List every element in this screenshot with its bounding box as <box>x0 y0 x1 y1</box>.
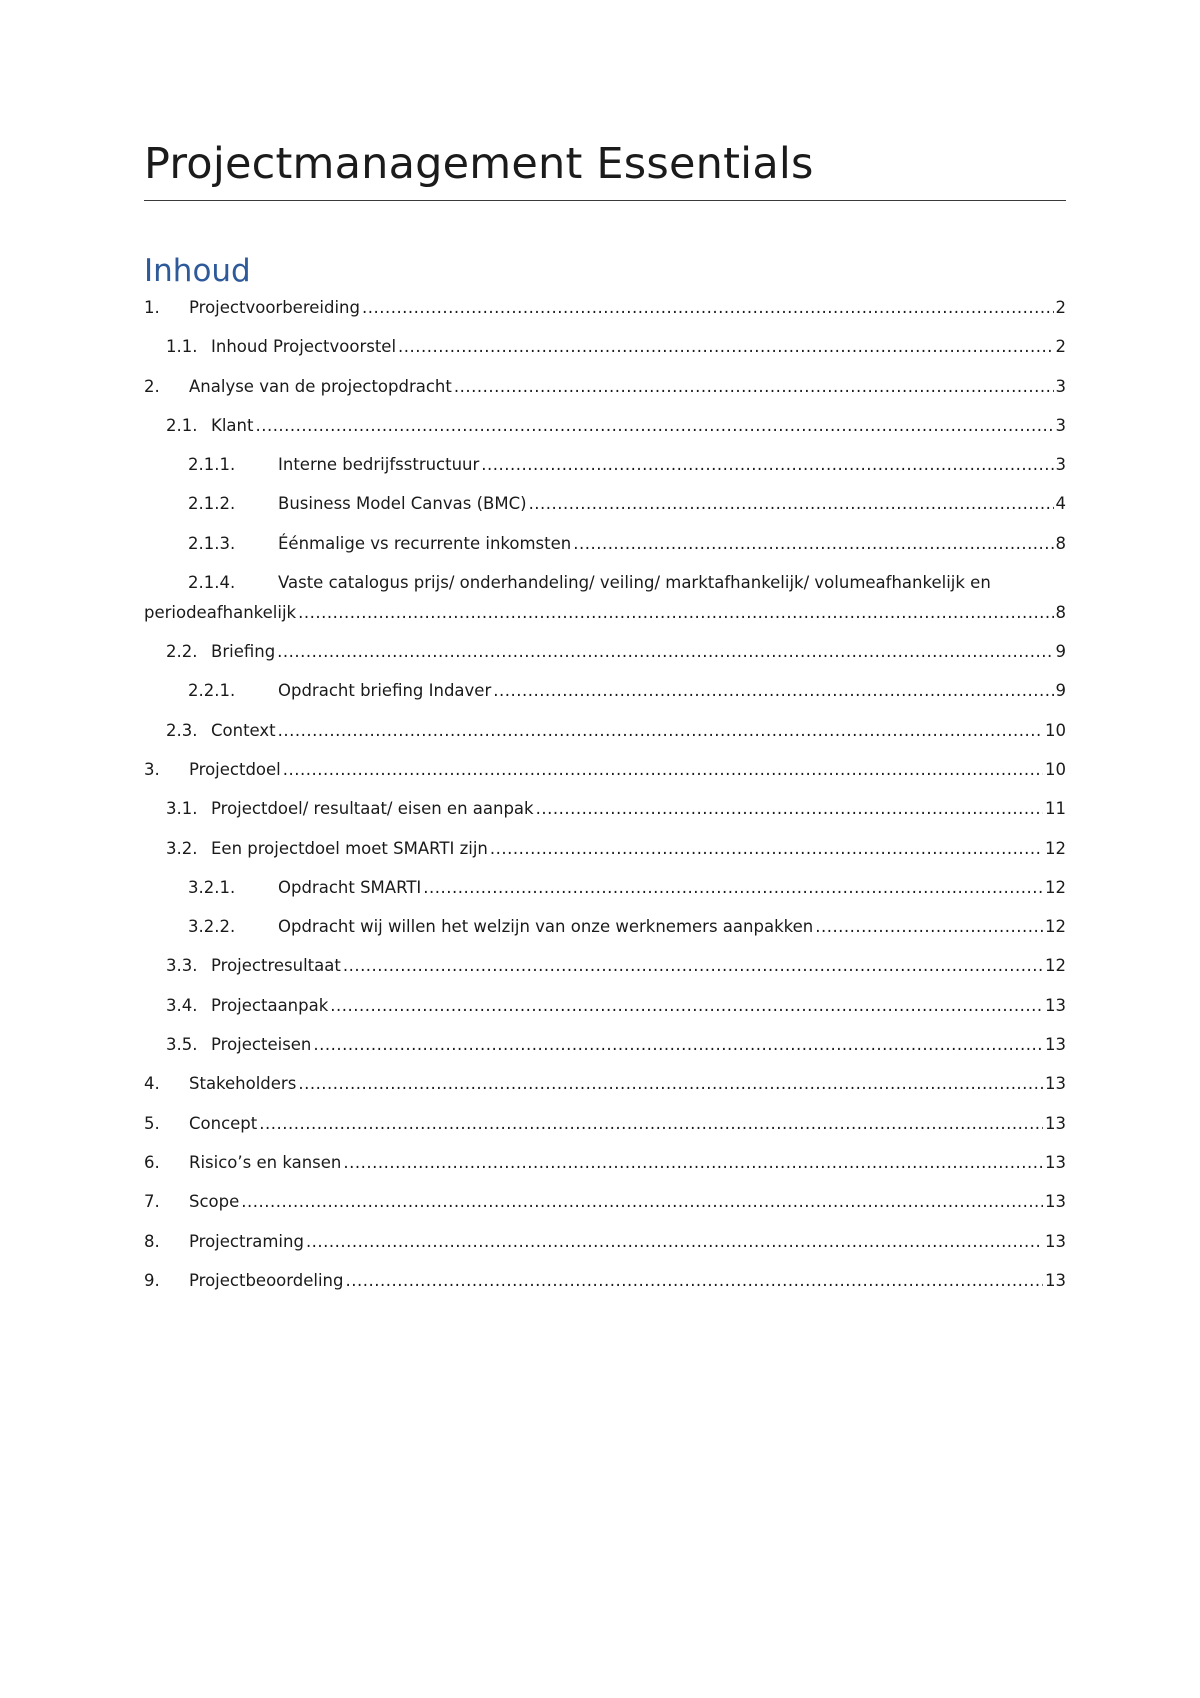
toc-entry-title: Een projectdoel moet SMARTI zijn <box>211 838 488 858</box>
toc-entry-number: 2.1. <box>166 415 198 435</box>
toc-entry-page: 13 <box>1045 1035 1066 1055</box>
toc-entry[interactable] <box>144 1152 1066 1191</box>
toc-entry[interactable] <box>144 454 1066 493</box>
toc-entry[interactable] <box>144 376 1066 415</box>
toc-entry-title: Klant <box>211 415 254 435</box>
toc-entry-page: 9 <box>1055 681 1066 701</box>
toc-entry-page: 3 <box>1055 415 1066 435</box>
toc-entry-number: 1. <box>144 298 160 317</box>
toc-entry-number: 4. <box>144 1074 160 1094</box>
toc-entry[interactable] <box>144 1034 1066 1073</box>
toc-entry-page: 13 <box>1045 1231 1066 1251</box>
toc-entry-page: 3 <box>1055 455 1066 475</box>
toc-entry-page: 13 <box>1045 1192 1066 1212</box>
toc-dot-leader <box>346 1270 1044 1292</box>
toc-dot-leader <box>298 602 1053 624</box>
toc-entry-page: 13 <box>1045 1270 1066 1290</box>
toc-entry[interactable] <box>144 572 1066 641</box>
toc-entry-number: 2.1.1. <box>188 455 236 475</box>
toc-entry-title: Projectdoel <box>189 759 281 779</box>
toc-entry-title: Interne bedrijfsstructuur <box>278 455 480 475</box>
toc-entry[interactable] <box>144 336 1066 375</box>
toc-entry-title: Projectaanpak <box>211 995 329 1015</box>
toc-entry-page: 3 <box>1055 376 1066 396</box>
toc-entry[interactable] <box>144 1191 1066 1230</box>
toc-dot-leader <box>493 680 1053 702</box>
toc-entry-page: 12 <box>1045 838 1066 858</box>
toc-entry-number: 8. <box>144 1231 160 1251</box>
toc-entry[interactable] <box>144 297 1066 336</box>
toc-entry-page: 2 <box>1055 337 1066 357</box>
toc-entry-number: 2.3. <box>166 720 198 740</box>
toc-entry-title: Éénmalige vs recurrente inkomsten <box>278 533 572 553</box>
toc-entry-page: 13 <box>1045 995 1066 1015</box>
toc-entry-number: 3.5. <box>166 1035 198 1055</box>
toc-dot-leader <box>241 1191 1043 1213</box>
toc-entry-title: Business Model Canvas (BMC) <box>278 494 527 514</box>
toc-entry[interactable] <box>144 641 1066 680</box>
toc-entry-number: 3.2.2. <box>188 917 236 937</box>
toc-entry-number: 1.1. <box>166 337 198 357</box>
toc-entry-title: Context <box>211 720 276 740</box>
toc-dot-leader <box>529 493 1054 515</box>
toc-entry[interactable] <box>144 1113 1066 1152</box>
toc-entry-number: 3.2. <box>166 838 198 858</box>
toc-entry[interactable] <box>144 916 1066 955</box>
toc-entry-number: 5. <box>144 1113 160 1133</box>
toc-entry-number: 3.3. <box>166 956 198 976</box>
toc-entry-page: 8 <box>1055 603 1066 623</box>
toc-entry-page: 2 <box>1055 298 1066 317</box>
toc-entry-number: 3.4. <box>166 995 198 1015</box>
toc-entry-page: 13 <box>1045 1074 1066 1094</box>
toc-dot-leader <box>306 1231 1043 1253</box>
toc-dot-leader <box>536 798 1043 820</box>
toc-entry[interactable] <box>144 759 1066 798</box>
toc-dot-leader <box>298 1073 1043 1095</box>
toc-dot-leader <box>278 720 1043 742</box>
toc-entry-title: Vaste catalogus prijs/ onderhandeling/ veiling/ marktafhankelijk/ volumeafhankelijk en <box>278 573 991 593</box>
toc-entry-title: Projectraming <box>189 1231 304 1251</box>
toc-entry-page: 12 <box>1045 877 1066 897</box>
toc-entry[interactable] <box>144 415 1066 454</box>
toc-entry-number: 2.1.4. <box>188 573 236 593</box>
toc-entry-page: 13 <box>1045 1152 1066 1172</box>
toc-entry-title: Projectresultaat <box>211 956 341 976</box>
toc-entry[interactable] <box>144 720 1066 759</box>
table-of-contents <box>144 297 1066 1309</box>
toc-entry-title: Analyse van de projectopdracht <box>189 376 452 396</box>
toc-entry[interactable] <box>144 1270 1066 1309</box>
toc-entry-title: Concept <box>189 1113 258 1133</box>
toc-entry-page: 4 <box>1055 494 1066 514</box>
toc-entry[interactable] <box>144 533 1066 572</box>
toc-entry-number: 3. <box>144 759 160 779</box>
toc-entry-title: Projectbeoordeling <box>189 1270 344 1290</box>
toc-dot-leader <box>255 415 1053 437</box>
toc-entry-number: 9. <box>144 1270 160 1290</box>
title-underline <box>144 200 1066 201</box>
toc-entry-number: 2.2. <box>166 642 198 662</box>
toc-dot-leader <box>259 1113 1043 1135</box>
toc-entry[interactable] <box>144 493 1066 532</box>
toc-entry-title: Projectvoorbereiding <box>189 298 360 317</box>
toc-dot-leader <box>490 838 1043 860</box>
toc-entry-title: Opdracht SMARTI <box>278 877 422 897</box>
toc-entry-page: 10 <box>1045 759 1066 779</box>
toc-entry[interactable] <box>144 1073 1066 1112</box>
toc-entry-page: 12 <box>1045 956 1066 976</box>
toc-entry-title: Briefing <box>211 642 276 662</box>
document-title: Projectmanagement Essentials <box>144 139 814 189</box>
toc-entry-title: Stakeholders <box>189 1074 297 1094</box>
toc-entry-number: 6. <box>144 1152 160 1172</box>
toc-dot-leader <box>313 1034 1043 1056</box>
toc-entry-number: 2. <box>144 376 160 396</box>
toc-dot-leader <box>573 533 1053 555</box>
toc-entry-number: 3.1. <box>166 799 198 819</box>
toc-entry-number: 7. <box>144 1192 160 1212</box>
toc-entry-page: 11 <box>1045 799 1066 819</box>
toc-entry-page: 9 <box>1055 642 1066 662</box>
toc-heading: Inhoud <box>144 253 251 289</box>
toc-dot-leader <box>815 916 1043 938</box>
toc-entry-title: Opdracht wij willen het welzijn van onze werknemers aanpakken <box>278 917 814 937</box>
toc-dot-leader <box>481 454 1053 476</box>
toc-entry-title: Risico’s en kansen <box>189 1152 342 1172</box>
toc-entry-title: Opdracht briefing Indaver <box>278 681 492 701</box>
toc-entry[interactable] <box>144 798 1066 837</box>
toc-entry[interactable] <box>144 838 1066 877</box>
toc-entry[interactable] <box>144 680 1066 719</box>
toc-dot-leader <box>362 297 1054 319</box>
toc-dot-leader <box>423 877 1043 899</box>
toc-dot-leader <box>343 1152 1043 1174</box>
toc-entry-number: 2.2.1. <box>188 681 236 701</box>
toc-entry-page: 12 <box>1045 917 1066 937</box>
toc-entry-page: 8 <box>1055 533 1066 553</box>
toc-entry-number: 3.2.1. <box>188 877 236 897</box>
toc-entry-page: 10 <box>1045 720 1066 740</box>
toc-dot-leader <box>277 641 1053 663</box>
toc-dot-leader <box>283 759 1043 781</box>
toc-entry[interactable] <box>144 1231 1066 1270</box>
toc-entry-number: 2.1.2. <box>188 494 236 514</box>
toc-entry-title: Projectdoel/ resultaat/ eisen en aanpak <box>211 799 534 819</box>
toc-entry[interactable] <box>144 995 1066 1034</box>
toc-dot-leader <box>330 995 1043 1017</box>
toc-entry-title-continuation: periodeafhankelijk <box>144 603 297 623</box>
toc-dot-leader <box>398 336 1053 358</box>
toc-entry-title: Inhoud Projectvoorstel <box>211 337 397 357</box>
toc-entry[interactable] <box>144 955 1066 994</box>
toc-entry[interactable] <box>144 877 1066 916</box>
toc-entry-title: Scope <box>189 1192 240 1212</box>
toc-dot-leader <box>454 376 1054 398</box>
toc-dot-leader <box>343 955 1043 977</box>
toc-entry-number: 2.1.3. <box>188 533 236 553</box>
toc-entry-page: 13 <box>1045 1113 1066 1133</box>
toc-entry-title: Projecteisen <box>211 1035 312 1055</box>
